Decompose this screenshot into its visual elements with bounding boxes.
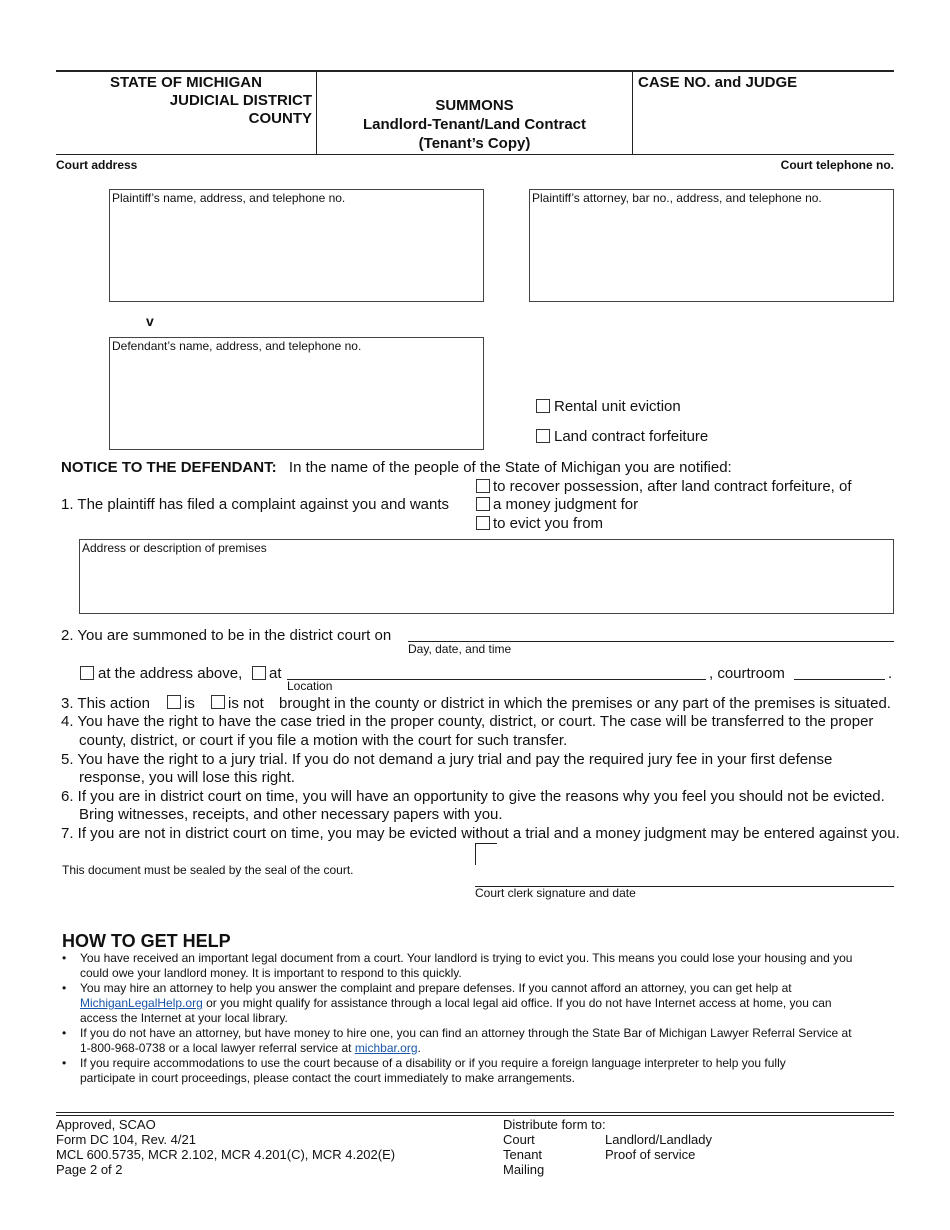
distribute-tenant: Tenant xyxy=(503,1147,543,1162)
evict-label: to evict you from xyxy=(493,515,604,532)
courtroom-label: , courtroom xyxy=(709,665,785,682)
footer-mcl: MCL 600.5735, MCR 2.102, MCR 4.201(C), MCR 4.202(E) xyxy=(56,1147,396,1162)
item-3-continued: brought in the county or district in which the premises or any part of the premises is situated. xyxy=(279,695,891,712)
land-contract-label: Land contract forfeiture xyxy=(554,428,709,445)
seal-note: This document must be sealed by the seal of the court. xyxy=(62,863,354,877)
item-4-line2: county, district, or court if you file a motion with the court for such transfer. xyxy=(79,732,568,749)
state-line: STATE OF MICHIGAN xyxy=(110,74,262,91)
notice-heading-line xyxy=(61,459,732,476)
michbar-link[interactable]: michbar.org xyxy=(354,1041,418,1055)
help-heading: HOW TO GET HELP xyxy=(62,931,231,951)
footer-form-number: Form DC 104, Rev. 4/21 xyxy=(56,1132,196,1147)
title-summons: SUMMONS xyxy=(435,97,514,114)
at-location-checkbox[interactable] xyxy=(252,666,266,680)
bullet-icon: • xyxy=(62,1056,67,1070)
help-item-1-line2: could owe your landlord money. It is important to respond to this quickly. xyxy=(80,966,462,980)
distribute-mailing: Mailing xyxy=(503,1162,545,1177)
attorney-label: Plaintiff’s attorney, bar no., address, and telephone no. xyxy=(532,191,822,205)
is-not-checkbox[interactable] xyxy=(211,695,225,709)
case-no-label: CASE NO. and JUDGE xyxy=(638,74,798,91)
recover-possession-checkbox[interactable] xyxy=(476,479,490,493)
item-4-line1: 4. You have the right to have the case tried in the proper county, district, or court. The case will be transferred to the proper xyxy=(61,713,874,730)
court-phone-label: Court telephone no. xyxy=(780,158,894,172)
bullet-icon: • xyxy=(62,981,67,995)
seal-corner-horizontal xyxy=(475,843,497,844)
michigan-legal-help-link[interactable]: MichiganLegalHelp.org xyxy=(80,996,203,1010)
help-item-3-period: . xyxy=(417,1041,421,1055)
court-date-caption: Day, date, and time xyxy=(408,642,512,656)
item-6-line2: Bring witnesses, receipts, and other necessary papers with you. xyxy=(79,806,503,823)
help-item-2-line2-text: or you might qualify for assistance through a local legal aid office. If you do not have Internet access at home, you can xyxy=(202,996,832,1010)
footer-rule-top xyxy=(56,1112,894,1113)
header-top-rule xyxy=(56,70,894,72)
location-caption: Location xyxy=(287,679,333,693)
premises-field[interactable] xyxy=(79,539,894,614)
help-item-1-line1: You have received an important legal document from a court. Your landlord is trying to evict you. This means you could lose your housing and you xyxy=(80,951,853,965)
is-not-label: is not xyxy=(228,695,264,712)
state-heading xyxy=(110,74,312,128)
is-checkbox[interactable] xyxy=(167,695,181,709)
judicial-district-line: JUDICIAL DISTRICT xyxy=(169,92,312,109)
title-subtitle: Landlord-Tenant/Land Contract xyxy=(362,116,587,133)
plaintiff-field[interactable] xyxy=(109,189,484,302)
distribute-proof-of-service: Proof of service xyxy=(605,1147,696,1162)
help-item-2-line2 xyxy=(80,996,890,1011)
notice-heading: NOTICE TO THE DEFENDANT: xyxy=(61,459,277,476)
county-line: COUNTY xyxy=(248,110,312,127)
distribute-court: Court xyxy=(503,1132,535,1147)
at-label: at xyxy=(269,665,282,682)
clerk-signature-label: Court clerk signature and date xyxy=(475,886,636,900)
location-line[interactable] xyxy=(287,679,706,680)
at-address-label: at the address above, xyxy=(98,665,243,682)
header-divider-right xyxy=(632,71,633,155)
plaintiff-attorney-field[interactable] xyxy=(529,189,894,302)
rental-eviction-checkbox[interactable] xyxy=(536,399,550,413)
land-contract-checkbox[interactable] xyxy=(536,429,550,443)
footer-approved: Approved, SCAO xyxy=(56,1117,156,1132)
footer-distribution-col2 xyxy=(605,1132,712,1162)
item-3-text: 3. This action xyxy=(61,695,150,712)
rental-eviction-label: Rental unit eviction xyxy=(554,398,681,415)
court-address-label: Court address xyxy=(56,158,138,172)
footer-rule-bottom xyxy=(56,1115,894,1116)
help-item-1 xyxy=(80,951,890,981)
courtroom-period: . xyxy=(888,665,893,682)
money-judgment-label: a money judgment for xyxy=(493,496,639,513)
versus-label: v xyxy=(146,313,154,329)
help-item-3-line1: If you do not have an attorney, but have money to hire one, you can find an attorney through the State Bar of Michigan Lawyer Referral Service at xyxy=(80,1026,852,1040)
notice-intro: In the name of the people of the State of Michigan you are notified: xyxy=(288,459,732,476)
help-item-3-line2-text: 1-800-968-0738 or a local lawyer referral service at xyxy=(80,1041,355,1055)
item-1-text: 1. The plaintiff has filed a complaint against you and wants xyxy=(61,496,450,513)
help-item-4-line2: participate in court proceedings, please contact the court immediately to make arrangements. xyxy=(80,1071,575,1085)
bullet-icon: • xyxy=(62,1026,67,1040)
distribute-label: Distribute form to: xyxy=(503,1117,606,1132)
footer-distribution xyxy=(503,1117,606,1177)
form-title xyxy=(317,96,632,153)
item-7-text: 7. If you are not in district court on time, you may be evicted without a trial and a money judgment may be entered against you. xyxy=(61,825,900,842)
is-label: is xyxy=(184,695,195,712)
defendant-label: Defendant’s name, address, and telephone no. xyxy=(112,339,362,353)
help-item-3 xyxy=(80,1026,890,1056)
footer-page: Page 2 of 2 xyxy=(56,1162,123,1177)
header-bottom-rule xyxy=(56,154,894,155)
item-2-text: 2. You are summoned to be in the district court on xyxy=(61,627,392,644)
item-5-line1: 5. You have the right to a jury trial. If you do not demand a jury trial and pay the required jury fee in your first defense xyxy=(61,751,833,768)
help-item-4 xyxy=(80,1056,890,1086)
plaintiff-label: Plaintiff’s name, address, and telephone no. xyxy=(112,191,346,205)
title-copy: (Tenant’s Copy) xyxy=(418,135,531,152)
defendant-field[interactable] xyxy=(109,337,484,450)
at-address-checkbox[interactable] xyxy=(80,666,94,680)
help-item-4-line1: If you require accommodations to use the court because of a disability or if you require a foreign language interpreter to help you fully xyxy=(80,1056,786,1070)
footer-form-info xyxy=(56,1117,395,1177)
help-item-3-line2 xyxy=(80,1041,890,1056)
evict-checkbox[interactable] xyxy=(476,516,490,530)
bullet-icon: • xyxy=(62,951,67,965)
item-5-line2: response, you will lose this right. xyxy=(79,769,295,786)
help-item-2-line1: You may hire an attorney to help you answer the complaint and prepare defenses. If you cannot afford an attorney, you can get help at xyxy=(80,981,792,995)
money-judgment-checkbox[interactable] xyxy=(476,497,490,511)
help-item-2-line3: access the Internet at your local library. xyxy=(80,1011,288,1025)
seal-corner-vertical xyxy=(475,843,476,865)
help-item-2 xyxy=(80,981,890,1026)
item-6-line1: 6. If you are in district court on time, you will have an opportunity to give the reasons why you feel you should not be evicted. xyxy=(61,788,885,805)
premises-label: Address or description of premises xyxy=(82,541,267,555)
courtroom-line[interactable] xyxy=(794,679,885,680)
distribute-landlord: Landlord/Landlady xyxy=(605,1132,712,1147)
recover-possession-label: to recover possession, after land contract forfeiture, of xyxy=(493,478,852,495)
